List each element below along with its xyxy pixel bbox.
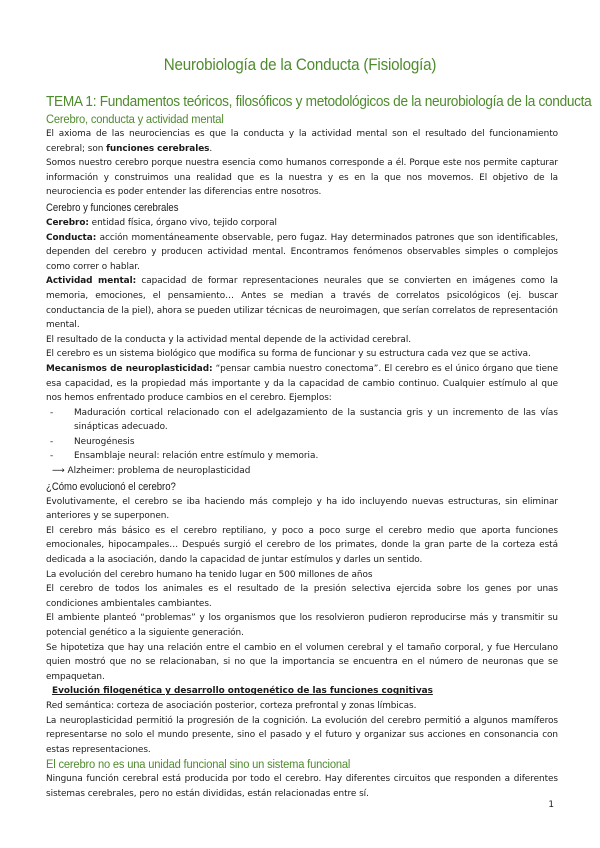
paragraph-presion-selectiva: El cerebro de todos los animales es el resultado de la presión selectiva ejercida sobre los genes por unas condiciones ambientales cambiantes. — [46, 584, 558, 609]
paragraph-conducta-def: Conducta: acción momentáneamente observable, pero fugaz. Hay determinados patrones que son identificables, dependen del cerebro y producen actividad mental. Encontramos fenómenos observables simples o complejos como correr o hablar. — [46, 232, 558, 272]
paragraph-resultado: El resultado de la conducta y la actividad mental depende de la actividad cerebral. — [46, 334, 412, 345]
section-heading-funciones: Cerebro y funciones cerebrales — [46, 201, 179, 214]
list-item: - Ensamblaje neural: relación entre estímulo y memoria. — [50, 451, 319, 462]
paragraph-problemas: El ambiente planteó “problemas” y los organismos que los resolvieron pudieron reproducirse más y transmitir su potencial genético a la siguiente generación. — [46, 613, 558, 638]
list-item: - Maduración cortical relacionado con el adelgazamiento de la sustancia gris y un incremento de las vías sinápticas adecuado. — [50, 407, 558, 433]
bold-funciones-cerebrales: funciones cerebrales — [106, 143, 210, 154]
section-heading-sistema-funcional: El cerebro no es una unidad funcional sino un sistema funcional — [46, 757, 351, 772]
paragraph-somos-cerebro: Somos nuestro cerebro porque nuestra esencia como humanos corresponde a él. Porque este nos permite capturar información y construimos una realidad que es la nuestra y es en la que nos movemos. El objetivo de la neurociencia es poder entender las diferencias entre nosotros. — [46, 158, 558, 198]
document-title: Neurobiología de la Conducta (Fisiología) — [163, 56, 437, 74]
document-body — [46, 92, 592, 802]
paragraph-500-millones: La evolución del cerebro humano ha tenido lugar en 500 millones de años — [46, 569, 373, 580]
paragraph-neuroplasticidad-cognicion: La neuroplasticidad permitió la progresión de la cognición. La evolución del cerebro permitió a algunos mamíferos representarse no solo el mundo presente, sino el pasado y el futuro y organizar sus acciones en consonancia con estas representaciones. — [46, 715, 558, 755]
paragraph-red-semantica: Red semántica: corteza de asociación posterior, corteza prefrontal y zonas límbicas. — [46, 700, 417, 711]
right-arrow-icon: ⟶ — [52, 466, 65, 477]
paragraph-ninguna-funcion: Ninguna función cerebral está producida por todo el cerebro. Hay diferentes circuitos que responden a diferentes sistemas cerebrales, pero no están divididas, están relacionadas entre sí. — [46, 774, 558, 799]
section-heading-cerebro-conducta: Cerebro, conducta y actividad mental — [46, 112, 224, 126]
list-item: - Neurogénesis — [50, 436, 135, 447]
tema-heading: TEMA 1: Fundamentos teóricos, filosóficos y metodológicos de la neurobiología de la conducta — [46, 93, 592, 110]
paragraph-cerebro-def: Cerebro: entidad física, órgano vivo, tejido corporal — [46, 217, 277, 228]
paragraph-herculano: Se hipotetiza que hay una relación entre el cambio en el volumen cerebral y el tamaño corporal, y fue Herculano quien mostró que no se relacionaban, si no que la importancia se encuentra en el número de neuronas que se empaquetan. — [46, 642, 558, 682]
neuroplasticity-examples-list — [46, 406, 558, 464]
alzheimer-note: ⟶ Alzheimer: problema de neuroplasticidad — [52, 466, 251, 477]
paragraph-actividad-def: Actividad mental: capacidad de formar representaciones neurales que se convierten en imágenes como la memoria, emociones, el pensamiento… Antes se median a través de correlatos psicológicos (ej. buscar conductancia de la piel), ahora se pueden utilizar técnicas de neuroimagen, que serían correlatos de representación mental. — [46, 276, 558, 331]
subheading-filogenetica: Evolución filogenética y desarrollo ontogenético de las funciones cognitivas — [52, 686, 433, 697]
paragraph-sistema: El cerebro es un sistema biológico que modifica su forma de funcionar y su estructura cada vez que se activa. — [46, 349, 531, 360]
paragraph-evolutivamente: Evolutivamente, el cerebro se iba haciendo más complejo y ha ido incluyendo nuevas estructuras, sin eliminar anteriores y se superponen. — [46, 496, 558, 522]
section-heading-evolucion: ¿Cómo evolucionó el cerebro? — [46, 480, 176, 493]
paragraph-reptiliano: El cerebro más básico es el cerebro reptiliano, y poco a poco surge el cerebro medio que aporta funciones emocionales, hipocampales… Después surgió el cerebro de los primates, donde la gran parte de la corteza está dedicada a la asociación, dando la capacidad de juntar estímulos y darles un sentido. — [46, 525, 558, 566]
paragraph-mecanismos: Mecanismos de neuroplasticidad: “pensar cambia nuestro conectoma”. El cerebro es el único órgano que tiene esa capacidad, es la propiedad más importante y da la capacidad de cambio continuo. Cualquier estímulo al que nos hemos enfrentado produce cambios en el cerebro. Ejemplos: — [46, 363, 558, 404]
page-number: 1 — [548, 800, 554, 810]
paragraph-axioma: El axioma de las neurociencias es que la conducta y la actividad mental son el resultado del funcionamiento cerebral; son funciones cerebrales. — [46, 129, 558, 154]
